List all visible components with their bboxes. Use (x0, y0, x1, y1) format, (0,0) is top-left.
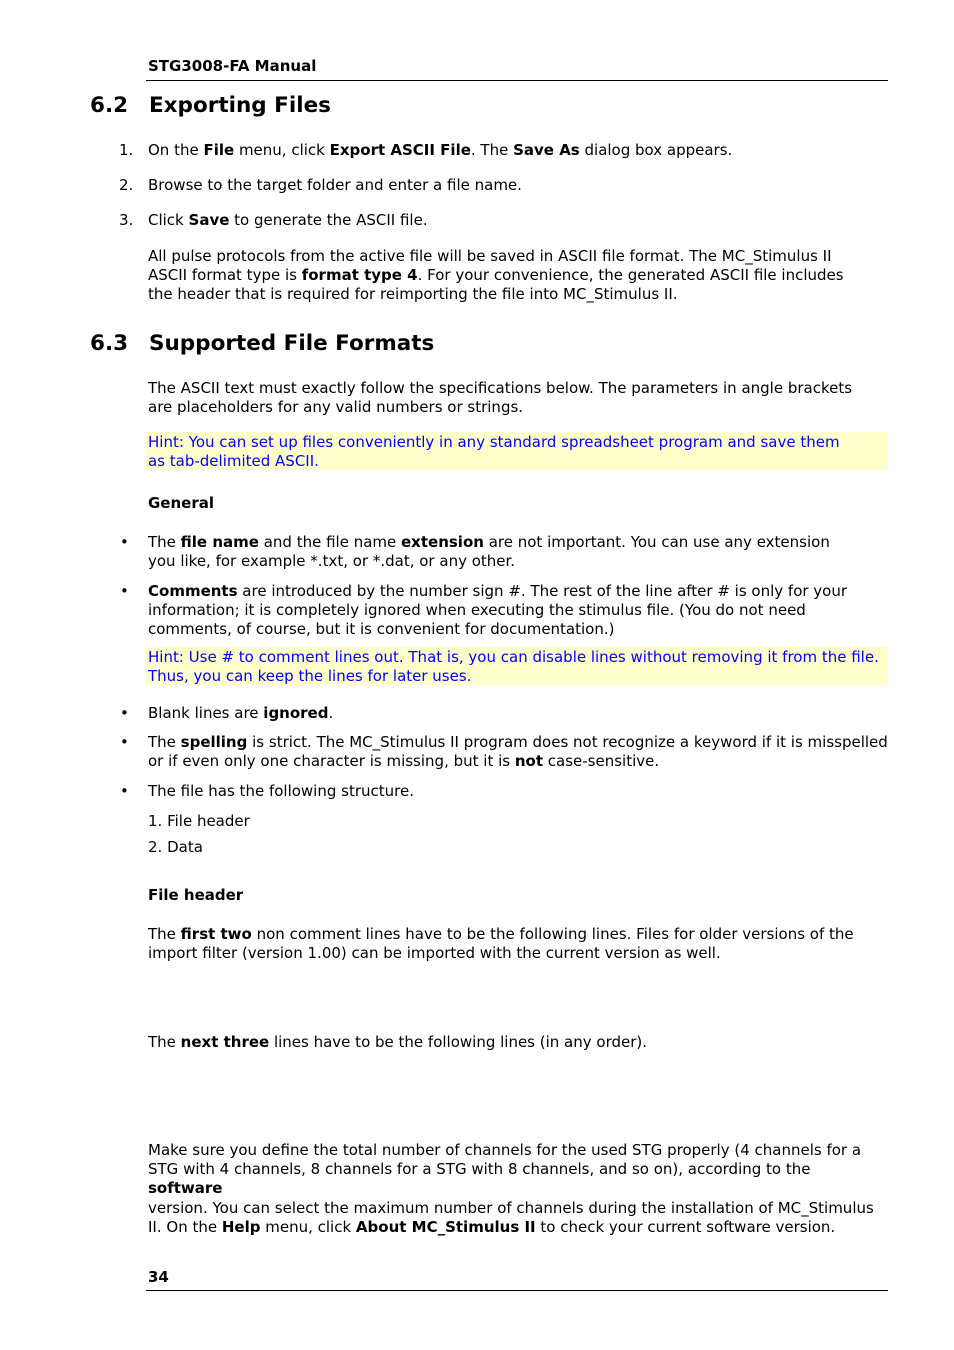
bullet-icon: • (120, 782, 129, 800)
text-run: . The (470, 141, 514, 159)
bold-run: ignored (263, 704, 329, 722)
bullet-icon: • (120, 733, 129, 751)
page-number: 34 (148, 1268, 169, 1286)
step-2: Browse to the target folder and enter a file name. (148, 176, 522, 194)
section-title: Supported File Formats (149, 331, 435, 356)
para-line: All pulse protocols from the active file will be saved in ASCII file format. The MC_Stimulus II (148, 247, 832, 265)
text-run: is strict. The MC_Stimulus II program does not recognize a keyword if it is misspelled (247, 733, 888, 751)
menu-file: File (203, 141, 235, 159)
channels-paragraph (148, 1141, 888, 1237)
hint-line: as tab-delimited ASCII. (148, 452, 319, 471)
bold-run: extension (401, 533, 484, 551)
hint-box-spreadsheet (146, 432, 888, 470)
bold-run: software (148, 1179, 223, 1198)
bold-run: first two (180, 925, 252, 943)
text-run: On the (148, 141, 204, 159)
text-run: non comment lines have to be the following lines. Files for older versions of the (251, 925, 854, 943)
para-line: version. You can select the maximum number of channels during the installation of MC_Stimulus (148, 1198, 874, 1217)
text-run: or if even only one character is missing, but it is (148, 752, 515, 771)
text-run: dialog box appears. (579, 141, 733, 159)
formats-intro (148, 379, 888, 417)
next-three-paragraph (148, 1033, 888, 1052)
para-line (148, 1160, 888, 1198)
step-3 (148, 211, 888, 230)
bold-run: next three (180, 1033, 270, 1051)
para-line (148, 925, 888, 944)
subheading-file-header: File header (148, 886, 244, 904)
para-line: information; it is completely ignored when executing the stimulus file. (You do not need (148, 601, 806, 620)
file-header-paragraph (148, 925, 888, 963)
para-line: The ASCII text must exactly follow the specifications below. The parameters in angle brackets (148, 379, 853, 397)
bold-run: spelling (180, 733, 248, 751)
dialog-save-as: Save As (513, 141, 580, 159)
bold-run: not (514, 752, 544, 771)
text-run: are not important. You can use any extension (483, 533, 830, 551)
menu-help: Help (221, 1217, 261, 1236)
hint-line: Thus, you can keep the lines for later uses. (148, 667, 472, 686)
para-line (148, 533, 888, 552)
para-line: the header that is required for reimporting the file into MC_Stimulus II. (148, 285, 678, 304)
structure-item-2: 2. Data (148, 838, 203, 856)
menu-about: About MC_Stimulus II (355, 1217, 536, 1236)
text-run: to check your current software version. (535, 1217, 836, 1236)
section-number: 6.2 (90, 93, 129, 118)
text-run: lines have to be the following lines (in any order). (269, 1033, 648, 1051)
section-number: 6.3 (90, 331, 129, 356)
button-save-ref: Save (188, 211, 230, 229)
text-run: case-sensitive. (543, 752, 660, 771)
format-type-bold: format type 4 (301, 266, 418, 285)
bold-run: Comments (148, 582, 238, 600)
section-heading-6-2 (90, 93, 490, 121)
text-run: are introduced by the number sign #. The rest of the line after # is only for your (237, 582, 848, 600)
menu-export-ascii: Export ASCII File (329, 141, 471, 159)
export-paragraph (148, 247, 888, 305)
bold-run: file name (180, 533, 259, 551)
text-run: menu, click (234, 141, 330, 159)
text-run: ASCII format type is (148, 266, 302, 285)
section-title: Exporting Files (149, 93, 331, 118)
para-line: import filter (version 1.00) can be imported with the current version as well. (148, 944, 721, 963)
para-line (148, 582, 888, 601)
header-rule (146, 80, 888, 81)
text-run: Blank lines are (148, 704, 264, 722)
para-line: comments, of course, but it is convenient for documentation.) (148, 620, 615, 639)
text-run: and the file name (258, 533, 401, 551)
hint-line: Hint: Use # to comment lines out. That is, you can disable lines without removing it from the file. (148, 648, 879, 666)
text-run: STG with 4 channels, 8 channels for a STG with 8 channels, and so on), according to the (148, 1160, 811, 1179)
text-run: Click (148, 211, 189, 229)
step-1 (148, 141, 888, 160)
text-run: The (148, 1033, 181, 1051)
bullet-structure: The file has the following structure. (148, 782, 414, 800)
structure-item-1: 1. File header (148, 812, 250, 830)
bullet-comments (148, 582, 888, 640)
text-run: . (328, 704, 334, 722)
bullet-blank-lines (148, 704, 888, 723)
para-line (148, 752, 888, 771)
para-line (148, 733, 888, 752)
subheading-general: General (148, 494, 214, 512)
hint-line: Hint: You can set up files conveniently in any standard spreadsheet program and save them (148, 433, 840, 451)
bullet-file-name (148, 533, 888, 571)
para-line (148, 1218, 888, 1237)
para-line: Make sure you define the total number of channels for the used STG properly (4 channels for a (148, 1141, 862, 1159)
step-number-2: 2. (119, 176, 134, 194)
section-heading-6-3 (90, 331, 590, 359)
text-run: menu, click (260, 1217, 356, 1236)
text-run: to generate the ASCII file. (229, 211, 428, 229)
bullet-icon: • (120, 704, 129, 722)
text-run: The (148, 533, 181, 551)
para-line: are placeholders for any valid numbers or strings. (148, 398, 524, 417)
bullet-icon: • (120, 533, 129, 551)
text-run: II. On the (148, 1217, 222, 1236)
text-run: The (148, 733, 181, 751)
step-number-1: 1. (119, 141, 134, 159)
bullet-icon: • (120, 582, 129, 600)
running-header: STG3008-FA Manual (148, 57, 317, 75)
para-line (148, 266, 888, 285)
hint-box-comment (146, 647, 888, 685)
footer-rule (146, 1290, 888, 1291)
text-run: . For your convenience, the generated ASCII file includes (417, 266, 844, 285)
text-run: The (148, 925, 181, 943)
bullet-spelling (148, 733, 888, 771)
step-number-3: 3. (119, 211, 134, 229)
para-line: you like, for example *.txt, or *.dat, or any other. (148, 552, 516, 571)
